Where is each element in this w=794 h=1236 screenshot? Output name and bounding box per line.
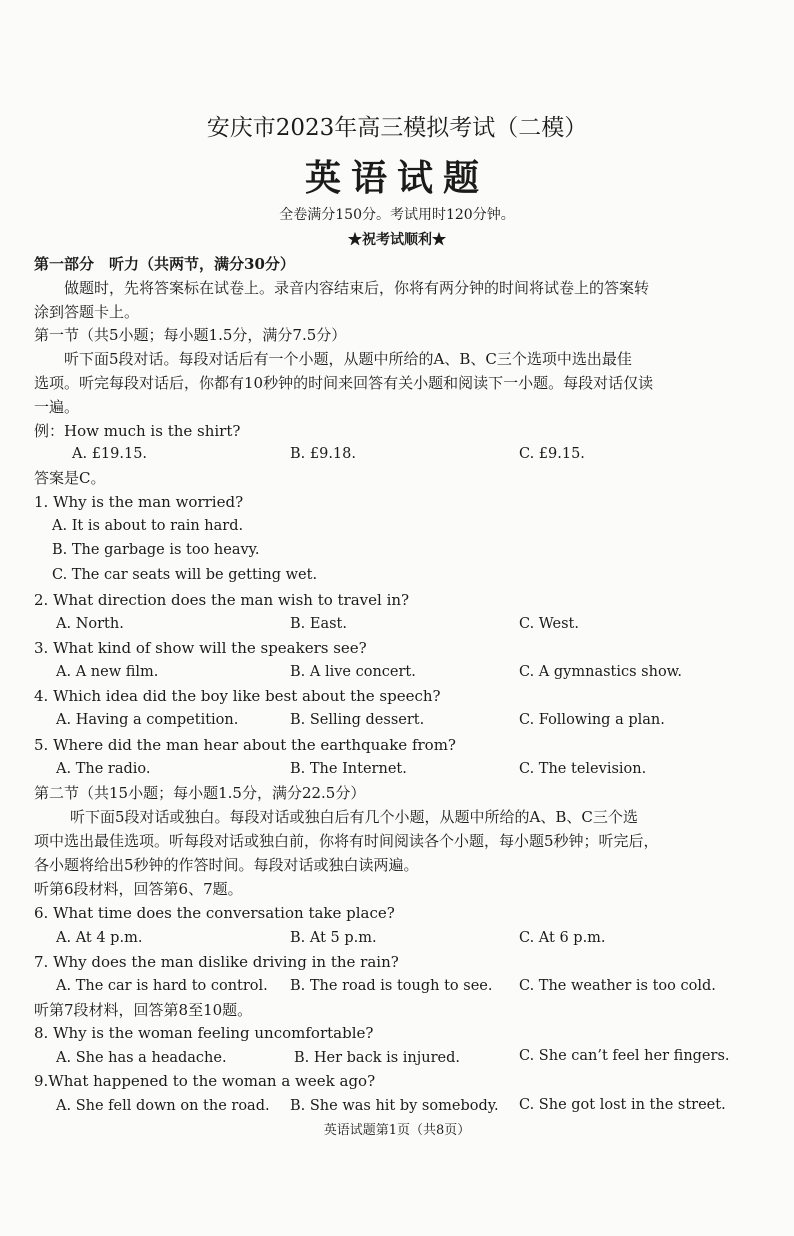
question-9: 9.What happened to the woman a week ago?: [34, 1072, 376, 1090]
question-3-option-b: B. A live concert.: [290, 664, 416, 680]
question-3-option-a: A. A new film.: [56, 664, 159, 680]
question-4-option-b: B. Selling dessert.: [290, 712, 425, 728]
question-7-option-a: A. The car is hard to control.: [56, 978, 268, 994]
section2-instr-line3: 各小题将给出5秒钟的作答时间。每段对话或独白读两遍。: [34, 856, 419, 874]
question-8-option-c: C. She can’t feel her fingers.: [519, 1048, 730, 1064]
question-3: 3. What kind of show will the speakers see?: [34, 639, 367, 657]
question-1-option-c: C. The car seats will be getting wet.: [52, 567, 318, 583]
question-6-option-c: C. At 6 p.m.: [519, 930, 606, 946]
example-option-c: C. £9.15.: [519, 446, 585, 462]
part1-intro-line2: 涂到答题卡上。: [34, 303, 140, 321]
question-2: 2. What direction does the man wish to travel in?: [34, 591, 410, 609]
question-2-option-c: C. West.: [519, 616, 579, 632]
example-option-b: B. £9.18.: [290, 446, 356, 462]
question-8: 8. Why is the woman feeling uncomfortable?: [34, 1024, 374, 1042]
score-info: 全卷满分150分。考试用时120分钟。: [279, 207, 515, 223]
question-5-option-a: A. The radio.: [56, 761, 151, 777]
exam-title: 安庆市2023年高三模拟考试（二模）: [206, 115, 588, 141]
page-footer: 英语试题第1页（共8页）: [323, 1123, 471, 1138]
question-9-option-c: C. She got lost in the street.: [519, 1097, 726, 1113]
question-4-option-a: A. Having a competition.: [56, 712, 239, 728]
question-7-option-c: C. The weather is too cold.: [519, 978, 716, 994]
question-6: 6. What time does the conversation take place?: [34, 904, 395, 922]
material-6-instruction: 听第6段材料，回答第6、7题。: [34, 880, 243, 898]
section1-instr-line3: 一遍。: [34, 398, 80, 416]
question-8-option-b: B. Her back is injured.: [294, 1050, 460, 1066]
question-9-option-b: B. She was hit by somebody.: [290, 1098, 499, 1114]
question-8-option-a: A. She has a headache.: [56, 1050, 227, 1066]
question-9-option-a: A. She fell down on the road.: [56, 1098, 270, 1114]
section2-instr-line1: 听下面5段对话或独白。每段对话或独白后有几个小题，从题中所给的A、B、C三个选: [70, 808, 638, 826]
example-option-a: A. £19.15.: [72, 446, 148, 462]
section2-heading: 第二节（共15小题；每小题1.5分，满分22.5分）: [34, 784, 366, 802]
part1-intro-line1: 做题时，先将答案标在试卷上。录音内容结束后，你将有两分钟的时间将试卷上的答案转: [64, 279, 650, 297]
question-1-option-b: B. The garbage is too heavy.: [52, 542, 260, 558]
subject-title: 英语试题: [304, 157, 489, 199]
question-1: 1. Why is the man worried?: [34, 493, 244, 511]
section1-heading: 第一节（共5小题；每小题1.5分，满分7.5分）: [34, 326, 347, 344]
question-5: 5. Where did the man hear about the earthquake from?: [34, 736, 456, 754]
material-7-instruction: 听第7段材料，回答第8至10题。: [34, 1001, 253, 1019]
question-5-option-b: B. The Internet.: [290, 761, 407, 777]
section1-instr-line2: 选项。听完每段对话后，你都有10秒钟的时间来回答有关小题和阅读下一小题。每段对话仅读: [34, 374, 654, 392]
question-7-option-b: B. The road is tough to see.: [290, 978, 493, 994]
section1-instr-line1: 听下面5段对话。每段对话后有一个小题，从题中所给的A、B、C三个选项中选出最佳: [64, 350, 632, 368]
question-2-option-a: A. North.: [56, 616, 124, 632]
part1-heading: 第一部分 听力（共两节，满分30分）: [34, 255, 295, 273]
example-answer: 答案是C。: [34, 469, 106, 487]
good-luck-line: ★祝考试顺利★: [348, 232, 446, 248]
question-6-option-a: A. At 4 p.m.: [56, 930, 143, 946]
question-4-option-c: C. Following a plan.: [519, 712, 665, 728]
question-1-option-a: A. It is about to rain hard.: [52, 518, 244, 534]
question-3-option-c: C. A gymnastics show.: [519, 664, 682, 680]
example-question: 例：How much is the shirt?: [34, 422, 241, 440]
section2-instr-line2: 项中选出最佳选项。听每段对话或独白前，你将有时间阅读各个小题，每小题5秒钟；听完后，: [34, 832, 659, 850]
question-5-option-c: C. The television.: [519, 761, 647, 777]
question-6-option-b: B. At 5 p.m.: [290, 930, 377, 946]
question-4: 4. Which idea did the boy like best about the speech?: [34, 687, 441, 705]
question-7: 7. Why does the man dislike driving in the rain?: [34, 953, 399, 971]
question-2-option-b: B. East.: [290, 616, 347, 632]
